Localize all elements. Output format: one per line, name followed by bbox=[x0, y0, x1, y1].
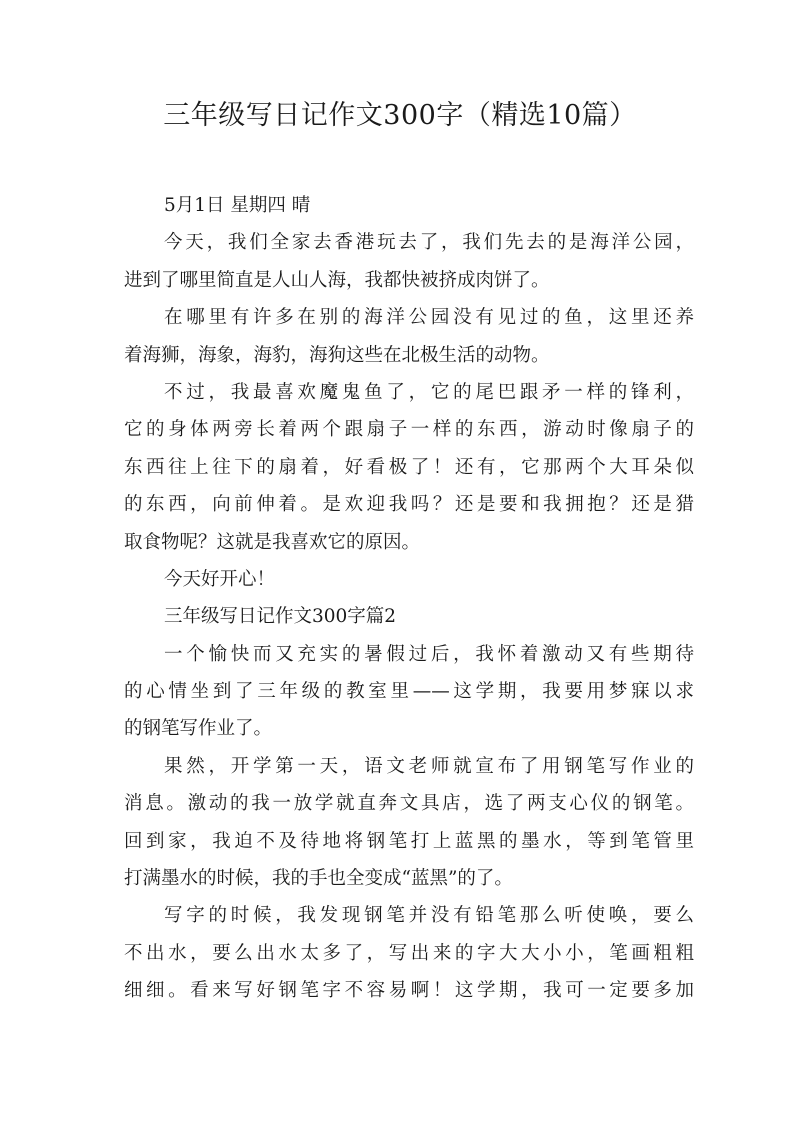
body-line: 消息。激动的我一放学就直奔文具店，选了两支心仪的钢笔。 bbox=[124, 793, 694, 815]
document-body bbox=[124, 187, 694, 1010]
body-line: 三年级写日记作文300字篇2 bbox=[164, 606, 397, 628]
body-line: 5月1日 星期四 晴 bbox=[164, 195, 311, 216]
body-line: 一个愉快而又充实的暑假过后，我怀着激动又有些期待 bbox=[164, 643, 694, 665]
body-line: 不出水，要么出水太多了，写出来的字大大小小，笔画粗粗 bbox=[124, 942, 694, 964]
body-line: 写字的时候，我发现钢笔并没有铅笔那么听使唤，要么 bbox=[164, 905, 694, 927]
body-line: 的心情坐到了三年级的教室里——这学期，我要用梦寐以求 bbox=[124, 681, 694, 703]
body-line: 东西往上往下的扇着，好看极了！还有，它那两个大耳朵似 bbox=[124, 456, 694, 478]
body-line: 今天好开心！ bbox=[164, 568, 276, 590]
body-line: 取食物呢？这就是我喜欢它的原因。 bbox=[124, 531, 421, 553]
body-line: 的东西，向前伸着。是欢迎我吗？还是要和我拥抱？还是猎 bbox=[124, 494, 694, 516]
body-line: 进到了哪里简直是人山人海，我都快被挤成肉饼了。 bbox=[124, 269, 550, 291]
body-line: 它的身体两旁长着两个跟扇子一样的东西，游动时像扇子的 bbox=[124, 419, 694, 441]
body-line: 的钢笔写作业了。 bbox=[124, 718, 273, 740]
body-line: 今天，我们全家去香港玩去了，我们先去的是海洋公园， bbox=[164, 232, 694, 254]
body-line: 着海狮，海象，海豹，海狗这些在北极生活的动物。 bbox=[124, 344, 550, 366]
body-line: 不过，我最喜欢魔鬼鱼了，它的尾巴跟矛一样的锋利， bbox=[164, 381, 694, 403]
body-line: 回到家，我迫不及待地将钢笔打上蓝黑的墨水，等到笔管里 bbox=[124, 830, 694, 852]
body-line: 果然，开学第一天，语文老师就宣布了用钢笔写作业的 bbox=[164, 755, 694, 777]
body-line: 细细。看来写好钢笔字不容易啊！这学期，我可一定要多加 bbox=[124, 980, 694, 1002]
body-line: 打满墨水的时候，我的手也全变成“蓝黑”的了。 bbox=[124, 868, 513, 890]
body-line: 在哪里有许多在别的海洋公园没有见过的鱼，这里还养 bbox=[164, 307, 694, 329]
document-title: 三年级写日记作文300字（精选10篇） bbox=[163, 100, 637, 131]
